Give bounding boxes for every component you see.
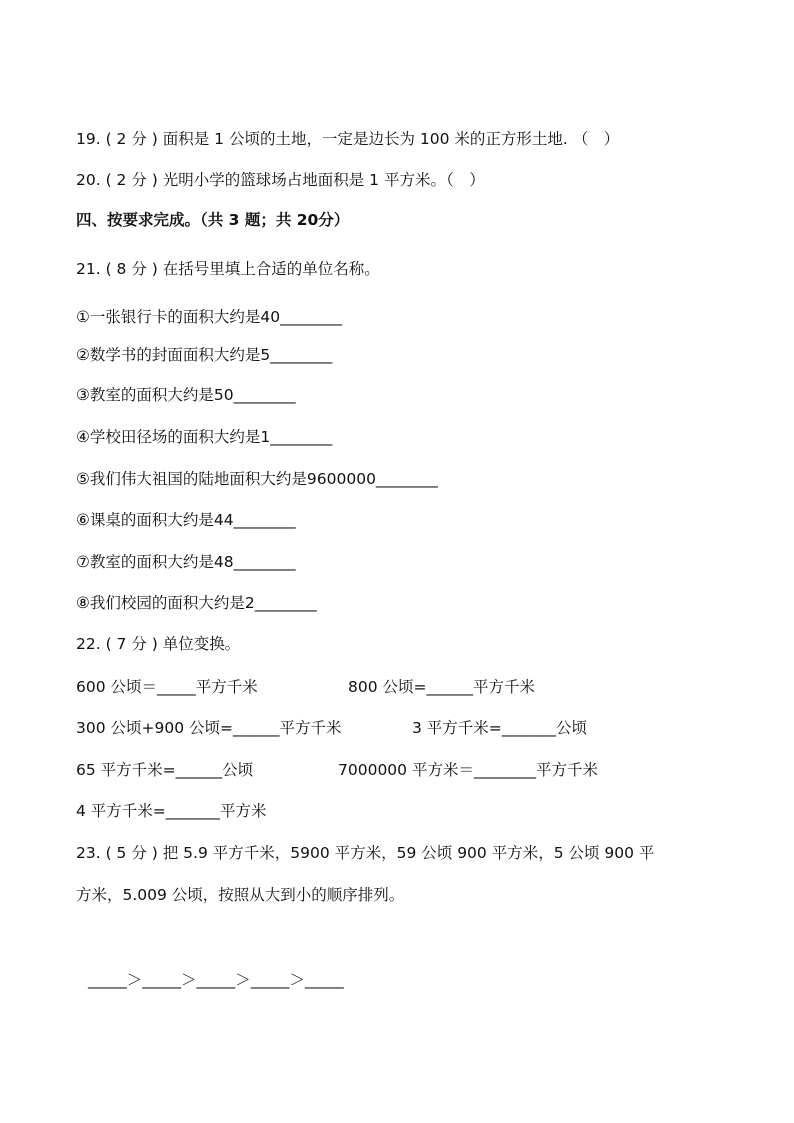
q22-row-4: 4 平方千米=_______平方米 [76,802,267,820]
q22-row-1-b: 800 公顷=______平方千米 [348,678,535,696]
q22-row-1-a: 600 公顷＝_____平方千米 [76,678,258,696]
section-heading-4: 四、按要求完成。（共 3 题；共 20分） [76,211,350,229]
q21-item-7: ⑦教室的面积大约是48________ [76,553,296,571]
q22-row-3-a: 65 平方千米=______公顷 [76,761,254,779]
q21-item-8: ⑧我们校园的面积大约是2________ [76,594,317,612]
question-23-line-2: 方米，5.009 公顷，按照从大到小的顺序排列。 [76,886,405,904]
q21-item-5: ⑤我们伟大祖国的陆地面积大约是9600000________ [76,470,438,488]
question-22-title: 22. ( 7 分 ) 单位变换。 [76,635,241,653]
q22-row-2-b: 3 平方千米=_______公顷 [412,719,588,737]
q23-answer-blanks: _____＞_____＞_____＞_____＞_____ [88,971,344,989]
question-23-line-1: 23. ( 5 分 ) 把 5.9 平方千米，5900 平方米，59 公顷 900 平方米，5 公顷 900 平 [76,844,655,862]
question-20: 20. ( 2 分 ) 光明小学的篮球场占地面积是 1 平方米。（ ） [76,171,485,189]
q22-row-2-a: 300 公顷+900 公顷=______平方千米 [76,719,342,737]
question-19: 19. ( 2 分 ) 面积是 1 公顷的土地，一定是边长为 100 米的正方形土地. （ ） [76,130,620,148]
q21-item-2: ②数学书的封面面积大约是5________ [76,346,333,364]
q21-item-3: ③教室的面积大约是50________ [76,386,296,404]
q21-item-4: ④学校田径场的面积大约是1________ [76,428,333,446]
q21-item-1: ①一张银行卡的面积大约是40________ [76,308,343,326]
question-21-title: 21. ( 8 分 ) 在括号里填上合适的单位名称。 [76,260,380,278]
q21-item-6: ⑥课桌的面积大约是44________ [76,511,296,529]
q22-row-3-b: 7000000 平方米＝________平方千米 [338,761,598,779]
